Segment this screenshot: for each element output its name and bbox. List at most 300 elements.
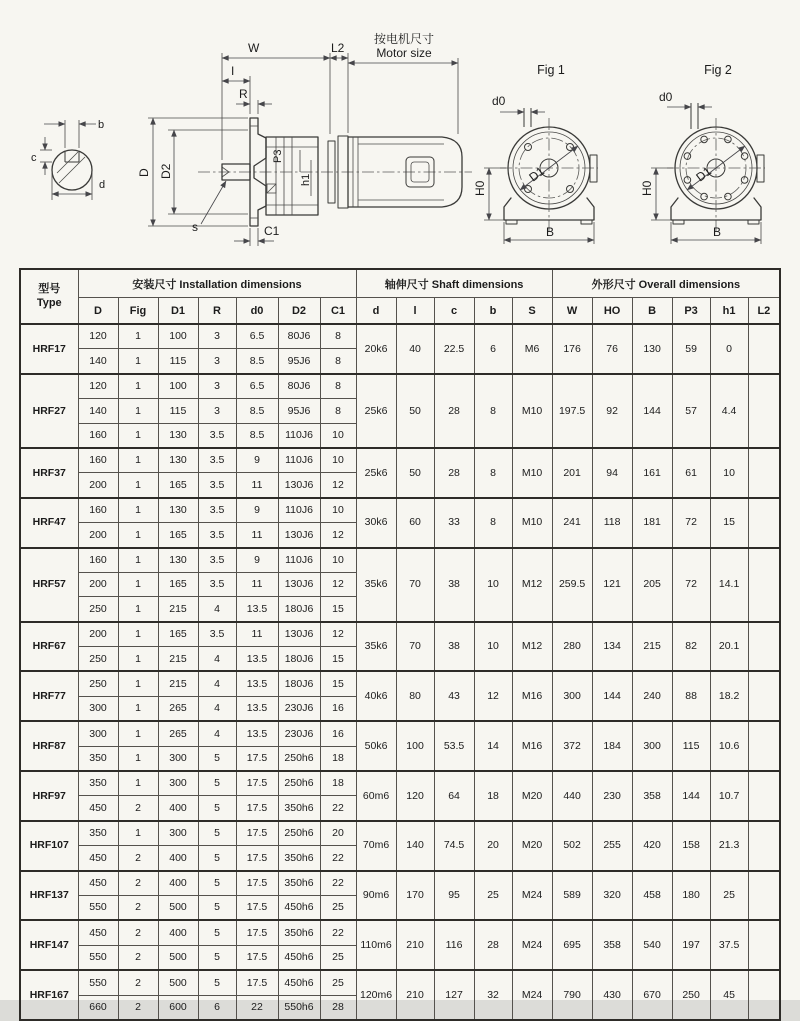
install-cell: 3.5 [198, 523, 236, 548]
type-cell: HRF87 [20, 721, 78, 771]
install-cell: 550h6 [278, 995, 320, 1020]
shaft-cell: 8 [474, 448, 512, 498]
install-cell: 2 [118, 945, 158, 970]
install-cell: 22 [320, 920, 356, 945]
table-row [20, 871, 780, 896]
install-cell: 1 [118, 548, 158, 573]
install-cell: 17.5 [236, 771, 278, 796]
shaft-cell: 25k6 [356, 374, 396, 448]
column-header: B [632, 298, 672, 325]
install-cell: 1 [118, 473, 158, 498]
install-cell: 300 [78, 721, 118, 746]
shaft-cell: M24 [512, 970, 552, 1020]
table-row [20, 374, 780, 399]
install-cell: 100 [158, 324, 198, 349]
install-cell: 11 [236, 622, 278, 647]
install-cell: 4 [198, 671, 236, 696]
table-row [20, 771, 780, 796]
install-cell: 22 [320, 871, 356, 896]
install-cell: 80J6 [278, 374, 320, 399]
install-cell: 25 [320, 895, 356, 920]
install-cell: 8 [320, 324, 356, 349]
install-cell: 95J6 [278, 399, 320, 423]
shaft-cell: M20 [512, 821, 552, 871]
install-cell: 265 [158, 696, 198, 721]
type-cell: HRF37 [20, 448, 78, 498]
shaft-cell: 10 [474, 622, 512, 672]
shaft-cell: 25k6 [356, 448, 396, 498]
table-row [20, 548, 780, 573]
shaft-cell: 38 [434, 548, 474, 622]
overall-cell: 118 [592, 498, 632, 548]
install-cell: 300 [158, 771, 198, 796]
overall-cell: 15 [710, 498, 748, 548]
overall-cell: 420 [632, 821, 672, 871]
install-cell: 500 [158, 970, 198, 995]
overall-cell: 144 [592, 671, 632, 721]
column-header: l [396, 298, 434, 325]
install-cell: 16 [320, 696, 356, 721]
install-cell: 450 [78, 871, 118, 896]
install-cell: 180J6 [278, 647, 320, 672]
install-cell: 22 [236, 995, 278, 1020]
group-header-row [20, 269, 780, 298]
shaft-cell: 60m6 [356, 771, 396, 821]
shaft-cell: M12 [512, 622, 552, 672]
overall-cell: 320 [592, 871, 632, 921]
overall-cell: 197 [672, 920, 710, 970]
install-cell: 1 [118, 349, 158, 374]
overall-cell: 589 [552, 871, 592, 921]
install-cell: 17.5 [236, 945, 278, 970]
fig2-b-label: B [713, 225, 722, 239]
dim-label-b: b [98, 119, 105, 131]
table-row [20, 671, 780, 696]
install-cell: 1 [118, 746, 158, 771]
gearmotor-side-view-drawing [137, 31, 472, 246]
install-cell: 230J6 [278, 696, 320, 721]
overall-cell: 4.4 [710, 374, 748, 448]
install-cell: 110J6 [278, 423, 320, 448]
install-cell: 200 [78, 572, 118, 596]
install-cell: 1 [118, 374, 158, 399]
overall-cell: 18.2 [710, 671, 748, 721]
table-row [20, 821, 780, 846]
dim-label-c1: C1 [264, 224, 280, 238]
table-row [20, 970, 780, 995]
shaft-cell: 40k6 [356, 671, 396, 721]
install-cell: 200 [78, 523, 118, 548]
overall-cell: 0 [710, 324, 748, 374]
install-cell: 130 [158, 423, 198, 448]
column-header: Fig [118, 298, 158, 325]
overall-cell [748, 498, 780, 548]
install-cell: 28 [320, 995, 356, 1020]
shaft-cell: 90m6 [356, 871, 396, 921]
install-cell: 1 [118, 647, 158, 672]
install-cell: 165 [158, 622, 198, 647]
shaft-cell: 120m6 [356, 970, 396, 1020]
overall-cell: 372 [552, 721, 592, 771]
install-cell: 450 [78, 920, 118, 945]
shaft-cell: M24 [512, 871, 552, 921]
overall-cell: 181 [632, 498, 672, 548]
type-cell: HRF97 [20, 771, 78, 821]
install-cell: 8.5 [236, 349, 278, 374]
shaft-cell: 35k6 [356, 548, 396, 622]
shaft-cell: 8 [474, 374, 512, 448]
shaft-cell: 20k6 [356, 324, 396, 374]
overall-cell: 82 [672, 622, 710, 672]
install-cell: 6 [198, 995, 236, 1020]
fig1-front-view-drawing [473, 63, 598, 244]
install-cell: 20 [320, 821, 356, 846]
install-cell: 15 [320, 647, 356, 672]
install-cell: 3.5 [198, 622, 236, 647]
install-cell: 100 [158, 374, 198, 399]
shaft-cell: 74.5 [434, 821, 474, 871]
column-header: C1 [320, 298, 356, 325]
shaft-cell: 28 [474, 920, 512, 970]
column-header: S [512, 298, 552, 325]
install-cell: 115 [158, 399, 198, 423]
overall-cell: 20.1 [710, 622, 748, 672]
overall-cell [748, 374, 780, 448]
install-cell: 16 [320, 721, 356, 746]
install-cell: 6.5 [236, 324, 278, 349]
overall-cell: 10.7 [710, 771, 748, 821]
install-cell: 110J6 [278, 498, 320, 523]
type-cell: HRF107 [20, 821, 78, 871]
overall-cell: 440 [552, 771, 592, 821]
install-cell: 13.5 [236, 597, 278, 622]
installation-dims-header: 安装尺寸 Installation dimensions [78, 269, 356, 298]
overall-cell [748, 448, 780, 498]
install-cell: 160 [78, 423, 118, 448]
overall-cell: 670 [632, 970, 672, 1020]
install-cell: 17.5 [236, 846, 278, 871]
fig2-h0-label: H0 [640, 180, 654, 196]
shaft-cell: 18 [474, 771, 512, 821]
install-cell: 350h6 [278, 871, 320, 896]
overall-cell: 430 [592, 970, 632, 1020]
install-cell: 130J6 [278, 473, 320, 498]
shaft-cell: 60 [396, 498, 434, 548]
column-header: HO [592, 298, 632, 325]
dim-label-dd: D [137, 168, 151, 177]
shaft-cell: 140 [396, 821, 434, 871]
overall-cell: 259.5 [552, 548, 592, 622]
dim-label-s: s [192, 220, 198, 234]
install-cell: 130 [158, 448, 198, 473]
install-cell: 10 [320, 498, 356, 523]
column-header: L2 [748, 298, 780, 325]
overall-cell [748, 548, 780, 622]
shaft-cell: 20 [474, 821, 512, 871]
overall-cell: 121 [592, 548, 632, 622]
install-cell: 4 [198, 597, 236, 622]
overall-cell [748, 821, 780, 871]
dim-label-h1: h1 [300, 173, 312, 186]
install-cell: 400 [158, 871, 198, 896]
install-cell: 3.5 [198, 548, 236, 573]
column-header: R [198, 298, 236, 325]
overall-cell: 10.6 [710, 721, 748, 771]
install-cell: 500 [158, 895, 198, 920]
install-cell: 5 [198, 970, 236, 995]
shaft-cell: 127 [434, 970, 474, 1020]
column-header: c [434, 298, 474, 325]
install-cell: 660 [78, 995, 118, 1020]
install-cell: 9 [236, 498, 278, 523]
fig1-title: Fig 1 [537, 63, 565, 77]
overall-cell: 790 [552, 970, 592, 1020]
fig1-d1-label: D1 [526, 163, 548, 185]
install-cell: 500 [158, 945, 198, 970]
install-cell: 13.5 [236, 696, 278, 721]
shaft-cell: 14 [474, 721, 512, 771]
shaft-cell: 80 [396, 671, 434, 721]
install-cell: 300 [158, 821, 198, 846]
column-header: D [78, 298, 118, 325]
install-cell: 1 [118, 448, 158, 473]
shaft-cell: M24 [512, 920, 552, 970]
install-cell: 3.5 [198, 498, 236, 523]
install-cell: 10 [320, 423, 356, 448]
install-cell: 350h6 [278, 846, 320, 871]
install-cell: 215 [158, 597, 198, 622]
install-cell: 1 [118, 671, 158, 696]
type-header-zh: 型号 [38, 282, 61, 295]
shaft-cell: 116 [434, 920, 474, 970]
dimensions-table-wrap [19, 268, 781, 1021]
type-cell: HRF17 [20, 324, 78, 374]
install-cell: 18 [320, 771, 356, 796]
overall-cell: 76 [592, 324, 632, 374]
overall-cell: 45 [710, 970, 748, 1020]
overall-cell: 358 [592, 920, 632, 970]
install-cell: 4 [198, 647, 236, 672]
install-cell: 5 [198, 871, 236, 896]
fig2-front-view-drawing [640, 63, 765, 244]
install-cell: 11 [236, 473, 278, 498]
column-header: D1 [158, 298, 198, 325]
overall-cell: 25 [710, 871, 748, 921]
install-cell: 350h6 [278, 920, 320, 945]
install-cell: 15 [320, 671, 356, 696]
overall-cell: 205 [632, 548, 672, 622]
overall-cell: 180 [672, 871, 710, 921]
install-cell: 17.5 [236, 920, 278, 945]
table-row [20, 920, 780, 945]
install-cell: 2 [118, 970, 158, 995]
install-cell: 450h6 [278, 970, 320, 995]
shaft-cell: 30k6 [356, 498, 396, 548]
shaft-cell: 95 [434, 871, 474, 921]
dim-label-l2: L2 [331, 41, 345, 55]
install-cell: 1 [118, 771, 158, 796]
shaft-cell: 50k6 [356, 721, 396, 771]
overall-cell: 92 [592, 374, 632, 448]
install-cell: 2 [118, 995, 158, 1020]
install-cell: 8.5 [236, 423, 278, 448]
install-cell: 1 [118, 523, 158, 548]
shaft-cell: M12 [512, 548, 552, 622]
install-cell: 130J6 [278, 523, 320, 548]
type-cell: HRF27 [20, 374, 78, 448]
install-cell: 450h6 [278, 895, 320, 920]
shaft-cell: 110m6 [356, 920, 396, 970]
column-header: W [552, 298, 592, 325]
shaft-cell: 70m6 [356, 821, 396, 871]
fig2-title: Fig 2 [704, 63, 732, 77]
install-cell: 130J6 [278, 622, 320, 647]
overall-cell [748, 671, 780, 721]
column-header: d [356, 298, 396, 325]
install-cell: 115 [158, 349, 198, 374]
shaft-dims-header: 轴伸尺寸 Shaft dimensions [356, 269, 552, 298]
dim-label-c: c [31, 152, 37, 164]
install-cell: 80J6 [278, 324, 320, 349]
install-cell: 2 [118, 846, 158, 871]
install-cell: 120 [78, 374, 118, 399]
install-cell: 12 [320, 473, 356, 498]
overall-cell: 59 [672, 324, 710, 374]
shaft-cell: 210 [396, 920, 434, 970]
overall-cell: 502 [552, 821, 592, 871]
fig2-d1-label: D1 [693, 163, 715, 185]
overall-cell [748, 871, 780, 921]
install-cell: 5 [198, 920, 236, 945]
type-column-header [20, 269, 78, 324]
install-cell: 165 [158, 473, 198, 498]
overall-cell: 695 [552, 920, 592, 970]
install-cell: 25 [320, 970, 356, 995]
install-cell: 300 [158, 746, 198, 771]
install-cell: 11 [236, 523, 278, 548]
install-cell: 250h6 [278, 771, 320, 796]
overall-cell: 176 [552, 324, 592, 374]
shaft-cell: M10 [512, 448, 552, 498]
shaft-cross-section-drawing [31, 119, 105, 200]
install-cell: 11 [236, 572, 278, 596]
install-cell: 4 [198, 696, 236, 721]
dim-label-d2: D2 [159, 163, 173, 179]
overall-cell: 358 [632, 771, 672, 821]
shaft-cell: 10 [474, 548, 512, 622]
shaft-cell: M10 [512, 498, 552, 548]
install-cell: 5 [198, 895, 236, 920]
install-cell: 160 [78, 548, 118, 573]
install-cell: 17.5 [236, 970, 278, 995]
install-cell: 2 [118, 871, 158, 896]
install-cell: 3.5 [198, 473, 236, 498]
install-cell: 9 [236, 548, 278, 573]
column-header: h1 [710, 298, 748, 325]
shaft-cell: 53.5 [434, 721, 474, 771]
install-cell: 1 [118, 622, 158, 647]
overall-cell: 161 [632, 448, 672, 498]
install-cell: 400 [158, 920, 198, 945]
install-cell: 17.5 [236, 895, 278, 920]
install-cell: 1 [118, 597, 158, 622]
install-cell: 450h6 [278, 945, 320, 970]
install-cell: 300 [78, 696, 118, 721]
install-cell: 3.5 [198, 572, 236, 596]
overall-cell: 57 [672, 374, 710, 448]
overall-cell: 130 [632, 324, 672, 374]
overall-cell: 72 [672, 498, 710, 548]
install-cell: 5 [198, 771, 236, 796]
install-cell: 95J6 [278, 349, 320, 374]
install-cell: 450 [78, 796, 118, 821]
shaft-cell: 50 [396, 448, 434, 498]
overall-cell: 230 [592, 771, 632, 821]
install-cell: 250 [78, 671, 118, 696]
fig2-d0-label: d0 [659, 90, 673, 104]
overall-cell: 144 [672, 771, 710, 821]
install-cell: 17.5 [236, 796, 278, 821]
install-cell: 1 [118, 721, 158, 746]
install-cell: 600 [158, 995, 198, 1020]
install-cell: 450 [78, 846, 118, 871]
shaft-cell: 35k6 [356, 622, 396, 672]
install-cell: 13.5 [236, 671, 278, 696]
shaft-cell: 38 [434, 622, 474, 672]
table-row [20, 721, 780, 746]
overall-cell: 61 [672, 448, 710, 498]
install-cell: 10 [320, 448, 356, 473]
install-cell: 5 [198, 846, 236, 871]
install-cell: 165 [158, 523, 198, 548]
install-cell: 5 [198, 746, 236, 771]
install-cell: 120 [78, 324, 118, 349]
overall-cell: 37.5 [710, 920, 748, 970]
install-cell: 12 [320, 523, 356, 548]
install-cell: 3 [198, 399, 236, 423]
overall-cell: 72 [672, 548, 710, 622]
install-cell: 1 [118, 399, 158, 423]
dim-label-p3: P3 [272, 149, 284, 163]
install-cell: 350 [78, 771, 118, 796]
overall-cell [748, 920, 780, 970]
shaft-cell: 28 [434, 374, 474, 448]
install-cell: 215 [158, 671, 198, 696]
install-cell: 5 [198, 796, 236, 821]
column-header-row [20, 298, 780, 325]
install-cell: 3 [198, 374, 236, 399]
install-cell: 200 [78, 473, 118, 498]
install-cell: 8.5 [236, 399, 278, 423]
table-body [20, 324, 780, 1020]
install-cell: 1 [118, 572, 158, 596]
install-cell: 1 [118, 696, 158, 721]
shaft-cell: M16 [512, 721, 552, 771]
install-cell: 17.5 [236, 746, 278, 771]
column-header: b [474, 298, 512, 325]
shaft-cell: 32 [474, 970, 512, 1020]
overall-cell: 215 [632, 622, 672, 672]
install-cell: 200 [78, 622, 118, 647]
type-cell: HRF77 [20, 671, 78, 721]
install-cell: 17.5 [236, 821, 278, 846]
install-cell: 3.5 [198, 448, 236, 473]
install-cell: 13.5 [236, 721, 278, 746]
shaft-cell: 25 [474, 871, 512, 921]
overall-cell: 197.5 [552, 374, 592, 448]
type-cell: HRF67 [20, 622, 78, 672]
install-cell: 400 [158, 846, 198, 871]
